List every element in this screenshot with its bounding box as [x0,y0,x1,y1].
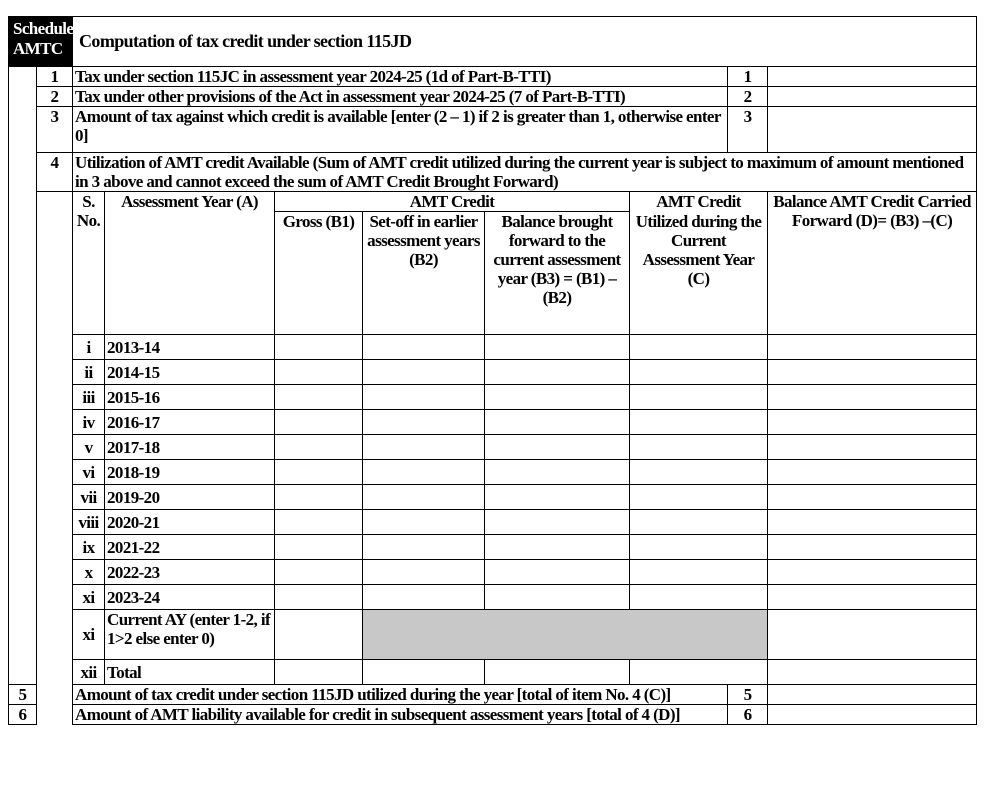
header-balance-bf: Balance brought forward to the current assessment year (B3) = (B1) – (B2) [485,212,630,335]
cell-d[interactable] [768,560,977,585]
amtc-schedule [8,16,976,725]
cell-c[interactable] [630,335,768,360]
row-year: 2015-16 [105,385,275,410]
row-year: 2022-23 [105,560,275,585]
cell-c[interactable] [630,485,768,510]
cell-b3[interactable] [485,585,630,610]
total-sno: xii [73,660,105,685]
row-year: 2017-18 [105,435,275,460]
total-d[interactable] [768,660,977,685]
margin-cell [9,87,37,107]
row-year: 2013-14 [105,335,275,360]
cell-d[interactable] [768,585,977,610]
item-2-no: 2 [37,87,73,107]
cell-c[interactable] [630,535,768,560]
total-b2[interactable] [363,660,485,685]
cell-b1[interactable] [275,460,363,485]
item-3-text: Amount of tax against which credit is available [enter (2 – 1) if 2 is greater than 1, otherwise enter 0] [73,107,728,153]
margin-cell [37,560,73,585]
row-year: 2021-22 [105,535,275,560]
cell-b3[interactable] [485,385,630,410]
row-year: 2014-15 [105,360,275,385]
cell-d[interactable] [768,435,977,460]
row-sno: xi [73,585,105,610]
cell-b1[interactable] [275,585,363,610]
row-year: 2023-24 [105,585,275,610]
margin-cell [9,535,37,560]
margin-cell [9,585,37,610]
cell-b1[interactable] [275,435,363,460]
margin-cell [37,660,73,685]
item-3-ref: 3 [728,107,768,153]
row-year: 2018-19 [105,460,275,485]
cell-d[interactable] [768,460,977,485]
header-amt-credit: AMT Credit [275,192,630,212]
item-6-amount[interactable] [768,705,977,725]
header-gross: Gross (B1) [275,212,363,335]
row-sno: iv [73,410,105,435]
cell-b2[interactable] [363,560,485,585]
margin-cell [37,192,73,335]
margin-cell [37,485,73,510]
header-sno: S. No. [73,192,105,335]
item-2-ref: 2 [728,87,768,107]
cell-b3[interactable] [485,410,630,435]
row-sno: ii [73,360,105,385]
cell-b1[interactable] [275,510,363,535]
row-year: 2019-20 [105,485,275,510]
schedule-title: Computation of tax credit under section 115JD [73,17,977,67]
item-5-amount[interactable] [768,685,977,705]
cell-b2[interactable] [363,385,485,410]
row-sno: iii [73,385,105,410]
cell-b2[interactable] [363,335,485,360]
cell-b2[interactable] [363,585,485,610]
schedule-code-line1: Schedule [13,19,74,38]
cell-b1[interactable] [275,385,363,410]
header-assessment-year: Assessment Year (A) [105,192,275,335]
margin-cell [9,335,37,360]
cell-d[interactable] [768,385,977,410]
total-b1[interactable] [275,660,363,685]
item-6-ref: 6 [728,705,768,725]
header-utilized: Utilized during the Current Assessment Year (C) [630,212,768,335]
item-1-amount[interactable] [768,67,977,87]
margin-cell [37,360,73,385]
margin-cell [37,410,73,435]
row-sno: vi [73,460,105,485]
margin-cell [9,610,37,660]
header-utilized-title: AMT Credit [630,192,768,212]
margin-cell [37,435,73,460]
cell-b2[interactable] [363,535,485,560]
margin-cell [37,510,73,535]
total-c[interactable] [630,660,768,685]
margin-cell [37,685,73,705]
total-b3[interactable] [485,660,630,685]
margin-cell [9,67,37,87]
cell-b3[interactable] [485,360,630,385]
cell-c[interactable] [630,585,768,610]
item-1-text: Tax under section 115JC in assessment year 2024-25 (1d of Part-B-TTI) [73,67,728,87]
item-3-amount[interactable] [768,107,977,153]
schedule-code-line2: AMTC [13,39,63,58]
cell-d[interactable] [768,360,977,385]
header-setoff: Set-off in earlier assessment years (B2) [363,212,485,335]
cell-b2[interactable] [363,460,485,485]
row-sno: viii [73,510,105,535]
cell-b1[interactable] [275,535,363,560]
item-2-text: Tax under other provisions of the Act in assessment year 2024-25 (7 of Part-B-TTI) [73,87,728,107]
cell-b2[interactable] [363,410,485,435]
margin-cell [9,385,37,410]
cell-c[interactable] [630,385,768,410]
cell-b3[interactable] [485,485,630,510]
margin-cell [9,510,37,535]
cell-d[interactable] [768,535,977,560]
cell-c[interactable] [630,435,768,460]
cell-c[interactable] [630,460,768,485]
item-2-amount[interactable] [768,87,977,107]
margin-cell [9,107,37,153]
item-3-no: 3 [37,107,73,153]
item-6-text: Amount of AMT liability available for credit in subsequent assessment years [total of 4 (D)] [73,705,728,725]
item-5-no: 5 [9,685,37,705]
row-year: 2016-17 [105,410,275,435]
cell-b3[interactable] [485,335,630,360]
cell-b3[interactable] [485,535,630,560]
item-1-ref: 1 [728,67,768,87]
margin-cell [9,192,37,335]
cell-b3[interactable] [485,460,630,485]
cell-c[interactable] [630,510,768,535]
cell-d[interactable] [768,485,977,510]
margin-cell [9,560,37,585]
row-year: 2020-21 [105,510,275,535]
cell-c[interactable] [630,560,768,585]
margin-cell [9,460,37,485]
margin-cell [37,460,73,485]
margin-cell [37,335,73,360]
cell-b3[interactable] [485,435,630,460]
cell-b1[interactable] [275,485,363,510]
greyed-out-cells [363,610,768,660]
amtc-table [8,16,977,725]
margin-cell [9,410,37,435]
current-sno: xi [73,610,105,660]
cell-b3[interactable] [485,510,630,535]
margin-cell [9,360,37,385]
item-4-text: Utilization of AMT credit Available (Sum of AMT credit utilized during the current year is subject to maximum of amount mentioned in 3 above and cannot exceed the sum of AMT Credit Brought Forward) [73,153,977,192]
margin-cell [9,435,37,460]
margin-cell [37,535,73,560]
item-5-ref: 5 [728,685,768,705]
margin-cell [9,485,37,510]
row-sno: ix [73,535,105,560]
total-label: Total [105,660,275,685]
cell-b2[interactable] [363,510,485,535]
row-sno: v [73,435,105,460]
item-4-no: 4 [37,153,73,192]
cell-d[interactable] [768,335,977,360]
cell-b3[interactable] [485,560,630,585]
row-sno: x [73,560,105,585]
margin-cell [37,705,73,725]
margin-cell [37,585,73,610]
cell-b1[interactable] [275,560,363,585]
row-sno: vii [73,485,105,510]
item-1-no: 1 [37,67,73,87]
cell-b1[interactable] [275,360,363,385]
cell-b1[interactable] [275,335,363,360]
cell-d[interactable] [768,510,977,535]
cell-c[interactable] [630,410,768,435]
cell-b2[interactable] [363,435,485,460]
margin-cell [9,660,37,685]
current-d[interactable] [768,610,977,660]
schedule-code [9,17,73,67]
cell-b1[interactable] [275,410,363,435]
margin-cell [37,610,73,660]
current-b1[interactable] [275,610,363,660]
item-6-no: 6 [9,705,37,725]
row-sno: i [73,335,105,360]
margin-cell [9,153,37,192]
cell-b2[interactable] [363,360,485,385]
current-ay-label: Current AY (enter 1-2, if 1>2 else enter 0) [105,610,275,660]
cell-d[interactable] [768,410,977,435]
margin-cell [37,385,73,410]
item-5-text: Amount of tax credit under section 115JD utilized during the year [total of item No. 4 (C)] [73,685,728,705]
cell-c[interactable] [630,360,768,385]
header-balance-cf: Balance AMT Credit Carried Forward (D)= (B3) –(C) [768,192,977,335]
cell-b2[interactable] [363,485,485,510]
